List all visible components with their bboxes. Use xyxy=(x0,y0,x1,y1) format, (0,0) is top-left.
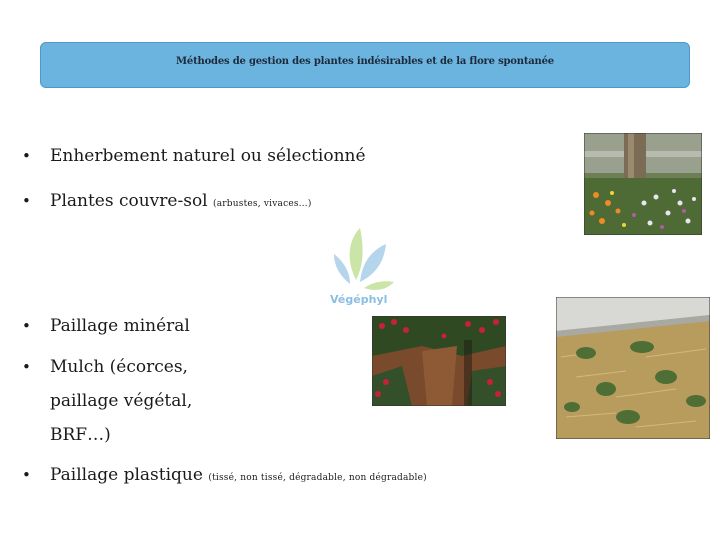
slide-title: Méthodes de gestion des plantes indésirables et de la flore spontanée xyxy=(176,55,554,67)
bullet-text: BRF…) xyxy=(50,425,111,445)
bullet-text: paillage végétal, xyxy=(50,391,193,411)
bullet-text: Enherbement naturel ou sélectionné xyxy=(50,146,366,166)
bullet-note: (tissé, non tissé, dégradable, non dégradable) xyxy=(208,473,427,483)
vegephyl-logo-text: Végéphyl xyxy=(330,293,388,306)
bullet-text: Plantes couvre-sol xyxy=(50,191,208,211)
bullet-text: Paillage plastique xyxy=(50,465,203,485)
bullet-dot: • xyxy=(22,192,31,210)
mulch-roses-photo xyxy=(372,316,506,406)
bullet-dot: • xyxy=(22,466,31,484)
bullet-dot: • xyxy=(22,358,31,376)
vegephyl-logo-icon xyxy=(326,210,416,330)
bullet-text: Paillage minéral xyxy=(50,316,190,336)
bullet-text: Mulch (écorces, xyxy=(50,357,188,377)
bullet-dot: • xyxy=(22,147,31,165)
title-banner xyxy=(40,42,690,88)
bullet-note: (arbustes, vivaces…) xyxy=(213,199,312,209)
bullet-dot: • xyxy=(22,317,31,335)
straw-mulch-photo xyxy=(556,297,710,439)
flowerbed-photo xyxy=(584,133,702,235)
